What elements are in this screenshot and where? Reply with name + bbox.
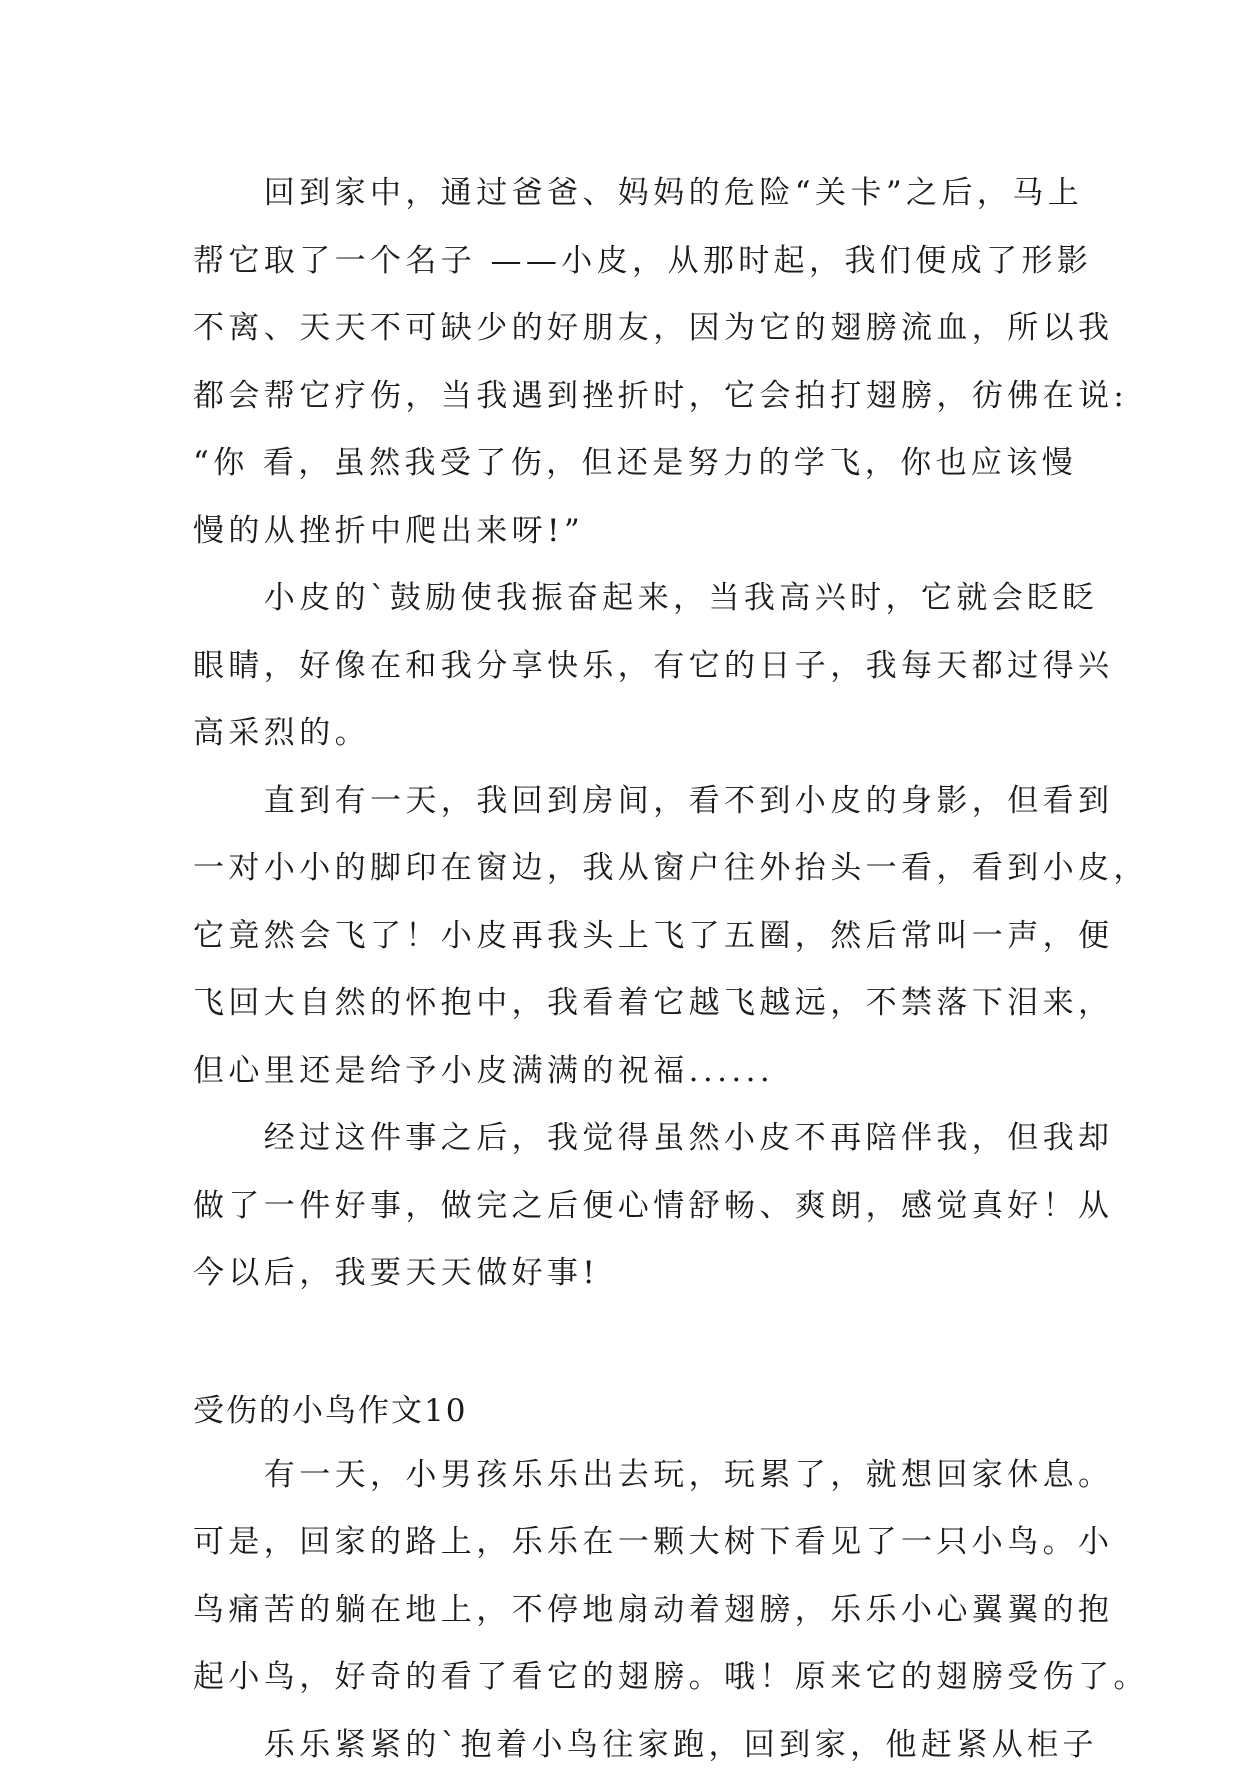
text-line: 小皮的`鼓励使我振奋起来，当我高兴时，它就会眨眨 (193, 565, 1073, 633)
text-line: 可是，回家的路上，乐乐在一颗大树下看见了一只小鸟。小 (193, 1509, 1073, 1577)
text-line: 经过这件事之后，我觉得虽然小皮不再陪伴我，但我却 (193, 1105, 1073, 1173)
text-line: 它竟然会飞了！小皮再我头上飞了五圈，然后常叫一声，便 (193, 903, 1073, 971)
text-line: 飞回大自然的怀抱中，我看着它越飞越远，不禁落下泪来， (193, 970, 1073, 1038)
text-line: 回到家中，通过爸爸、妈妈的危险“关卡”之后，马上 (193, 160, 1073, 228)
text-line: 不离、天天不可缺少的好朋友，因为它的翅膀流血，所以我 (193, 295, 1073, 363)
section-spacer (193, 1308, 1073, 1380)
text-line: 慢的从挫折中爬出来呀!” (193, 498, 1073, 566)
text-line: 有一天，小男孩乐乐出去玩，玩累了，就想回家休息。 (193, 1442, 1073, 1510)
text-line: 做了一件好事，做完之后便心情舒畅、爽朗，感觉真好！从 (193, 1173, 1073, 1241)
text-line: 都会帮它疗伤，当我遇到挫折时，它会拍打翅膀，彷佛在说: (193, 363, 1073, 431)
text-line: 直到有一天，我回到房间，看不到小皮的身影，但看到 (193, 768, 1073, 836)
text-line: 乐乐紧紧的`抱着小鸟往家跑，回到家，他赶紧从柜子 (193, 1712, 1073, 1779)
document-page (193, 160, 1073, 1779)
section-heading: 受伤的小鸟作文10 (193, 1380, 1073, 1442)
text-line: 一对小小的脚印在窗边，我从窗户往外抬头一看，看到小皮， (193, 835, 1073, 903)
text-block-part2 (193, 1442, 1073, 1779)
text-line: 起小鸟，好奇的看了看它的翅膀。哦！原来它的翅膀受伤了。 (193, 1644, 1073, 1712)
text-line: 眼睛，好像在和我分享快乐，有它的日子，我每天都过得兴 (193, 633, 1073, 701)
text-line: 帮它取了一个名子 ——小皮，从那时起，我们便成了形影 (193, 228, 1073, 296)
text-line: 但心里还是给予小皮满满的祝福...... (193, 1038, 1073, 1106)
text-line: “你 看，虽然我受了伤，但还是努力的学飞，你也应该慢 (193, 430, 1073, 498)
text-line: 今以后，我要天天做好事! (193, 1240, 1073, 1308)
text-line: 高采烈的。 (193, 700, 1073, 768)
text-block-part1 (193, 160, 1073, 1308)
text-line: 鸟痛苦的躺在地上，不停地扇动着翅膀，乐乐小心翼翼的抱 (193, 1577, 1073, 1645)
